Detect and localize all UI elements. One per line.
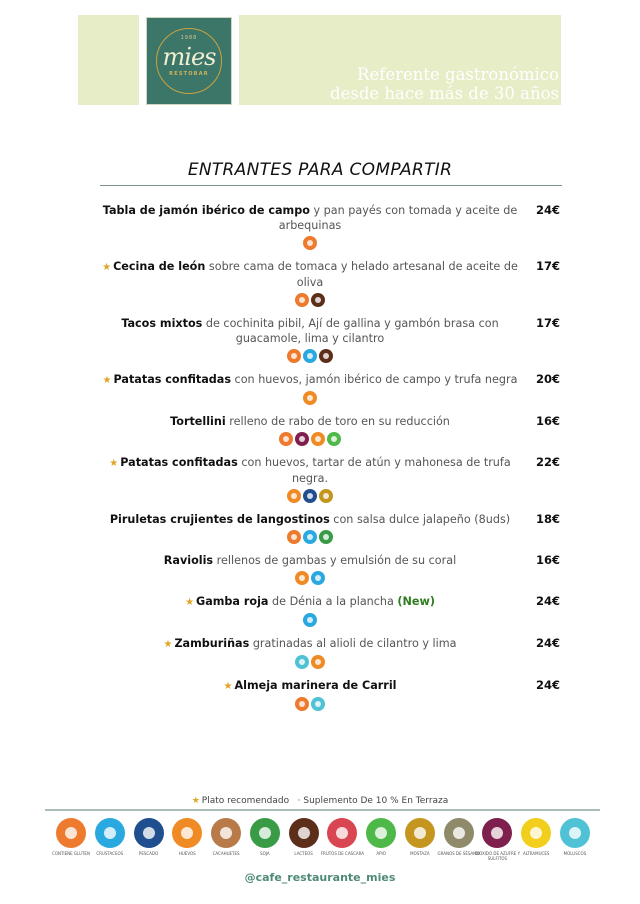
item-price: 17€	[535, 316, 560, 330]
legend-label: ALTRAMUCES	[522, 851, 550, 856]
legend-item-cacahuetes	[208, 818, 244, 861]
pescado-icon	[134, 818, 164, 848]
legend-label: CRUSTACEOS	[96, 851, 124, 856]
tagline-line-2: desde hace más de 30 años	[330, 84, 559, 103]
mostaza-icon	[319, 489, 333, 503]
item-detail: gratinadas al alioli de cilantro y lima	[249, 637, 457, 650]
legend-item-altramuces	[518, 818, 554, 861]
item-price: 18€	[535, 512, 560, 526]
item-price: 17€	[535, 259, 560, 273]
item-description	[100, 316, 520, 346]
item-description	[100, 372, 520, 388]
item-price: 20€	[535, 372, 560, 386]
lacteos-icon	[311, 293, 325, 307]
soja-icon	[250, 818, 280, 848]
item-description	[100, 259, 520, 290]
item-name: Patatas confitadas	[120, 456, 238, 469]
item-name: Almeja marinera de Carril	[234, 679, 397, 692]
item-name: Raviolis	[163, 554, 214, 567]
mostaza-icon	[405, 818, 435, 848]
logo-subtitle: RESTOBAR	[169, 71, 209, 77]
allergen-icons	[100, 530, 520, 544]
section-divider	[100, 185, 562, 186]
social-handle: @cafe_restaurante_mies	[244, 871, 396, 884]
gluten-icon	[287, 530, 301, 544]
cacahuetes-icon	[211, 818, 241, 848]
crustaceos-icon	[95, 818, 125, 848]
item-detail: rellenos de gambas y emulsión de su coral	[213, 554, 457, 567]
sulfitos-icon	[482, 818, 512, 848]
logo-name: mies	[162, 43, 216, 71]
legend-label: MOSTAZA	[410, 851, 430, 856]
item-description	[100, 512, 520, 527]
legend-item-crustaceos	[92, 818, 128, 861]
legend-item-frutos	[320, 818, 364, 861]
altramuces-icon	[521, 818, 551, 848]
crustaceos-icon	[311, 571, 325, 585]
item-detail: con huevos, tartar de atún y mahonesa de trufa negra.	[237, 456, 511, 485]
star-icon: ★	[163, 639, 173, 650]
apio-icon	[327, 432, 341, 446]
allergen-icons	[100, 697, 520, 711]
legend-note	[0, 796, 640, 806]
item-price: 24€	[535, 203, 560, 217]
item-detail: de Dénia a la plancha	[268, 595, 398, 608]
star-icon: ★	[109, 458, 119, 469]
gluten-icon	[295, 697, 309, 711]
legend-label: APIO	[376, 851, 386, 856]
item-name: Cecina de león	[113, 260, 206, 273]
item-price: 24€	[535, 678, 560, 692]
allergen-icons	[100, 655, 520, 669]
crustaceos-icon	[303, 613, 317, 627]
item-detail: relleno de rabo de toro en su reducción	[225, 415, 450, 428]
menu-item	[100, 372, 565, 405]
item-price: 22€	[535, 455, 560, 469]
header-right-panel	[239, 15, 561, 105]
legend-item-moluscos	[557, 818, 593, 861]
allergen-icons	[100, 236, 520, 250]
legend-item-mostaza	[402, 818, 438, 861]
legend-divider	[45, 809, 600, 811]
moluscos-icon	[295, 655, 309, 669]
legend-label: LACTEOS	[294, 851, 313, 856]
menu-item	[100, 414, 565, 446]
item-description	[100, 203, 520, 233]
legend-item-apio	[363, 818, 399, 861]
huevos-icon	[311, 432, 325, 446]
menu-item	[100, 316, 565, 363]
sulfitos-icon	[295, 432, 309, 446]
item-description	[100, 455, 520, 486]
allergen-icons	[100, 613, 520, 627]
legend-item-huevos	[169, 818, 205, 861]
allergen-icons	[100, 349, 520, 363]
star-icon: ★	[102, 375, 112, 386]
huevos-icon	[295, 571, 309, 585]
gluten-icon	[279, 432, 293, 446]
logo-year: 1988	[180, 35, 198, 41]
allergen-icons	[100, 293, 520, 307]
pescado-icon	[303, 489, 317, 503]
item-price: 16€	[535, 414, 560, 428]
tagline	[330, 65, 559, 103]
section-title: ENTRANTES PARA COMPARTIR	[187, 160, 453, 180]
legend-label: SOJA	[260, 851, 270, 856]
item-price: 16€	[535, 553, 560, 567]
menu-item	[100, 259, 565, 307]
huevos-icon	[172, 818, 202, 848]
item-description	[100, 594, 520, 610]
item-price: 24€	[535, 594, 560, 608]
gluten-icon	[56, 818, 86, 848]
item-detail: con huevos, jamón ibérico de campo y trufa negra	[231, 373, 518, 386]
item-description	[100, 636, 520, 652]
soja-icon	[319, 530, 333, 544]
item-name: Piruletas crujientes de langostinos	[109, 513, 330, 526]
menu-item	[100, 678, 565, 711]
item-detail: sobre cama de tomaca y helado artesanal de aceite de oliva	[205, 260, 518, 289]
crustaceos-icon	[303, 349, 317, 363]
item-name: Zamburiñas	[174, 637, 250, 650]
lacteos-icon	[319, 349, 333, 363]
legend-label: MOLUSCOS	[563, 851, 587, 856]
allergen-icons	[100, 432, 520, 446]
item-name: Patatas confitadas	[113, 373, 231, 386]
menu-item	[100, 636, 565, 669]
item-description	[100, 414, 520, 429]
legend-item-lacteos	[286, 818, 322, 861]
allergen-icons	[100, 391, 520, 405]
crustaceos-icon	[303, 530, 317, 544]
lacteos-icon	[289, 818, 319, 848]
restaurant-logo	[146, 17, 232, 105]
tagline-line-1: Referente gastronómico	[357, 65, 559, 84]
legend-item-soja	[247, 818, 283, 861]
item-name: Gamba roja	[196, 595, 269, 608]
recommended-label: Plato recomendado	[201, 796, 290, 806]
item-detail: de cochinita pibil, Ají de gallina y gambón brasa con guacamole, lima y cilantro	[202, 317, 499, 345]
item-detail: y pan payés con tomada y aceite de arbequinas	[278, 204, 518, 232]
legend-label: CACAHUETES	[212, 851, 240, 856]
item-name: Tacos mixtos	[121, 317, 203, 330]
huevos-icon	[311, 655, 325, 669]
new-badge: (New)	[397, 595, 435, 608]
legend-item-sesamo	[437, 818, 480, 861]
star-icon: ★	[102, 262, 112, 273]
gluten-icon	[295, 293, 309, 307]
apio-icon	[366, 818, 396, 848]
allergen-icons	[100, 571, 520, 585]
menu-item	[100, 203, 565, 250]
gluten-icon	[287, 349, 301, 363]
menu-item	[100, 594, 565, 627]
legend-label: FRUTOS DE CASCARA	[320, 851, 364, 856]
menu-item	[100, 512, 565, 544]
item-description	[100, 678, 520, 694]
huevos-icon	[303, 391, 317, 405]
huevos-icon	[287, 489, 301, 503]
frutos-icon	[327, 818, 357, 848]
moluscos-icon	[560, 818, 590, 848]
legend-item-sulfitos	[474, 818, 521, 861]
item-name: Tabla de jamón ibérico de campo	[102, 204, 310, 217]
star-icon: ★	[191, 796, 200, 806]
item-name: Tortellini	[170, 415, 226, 428]
moluscos-icon	[311, 697, 325, 711]
legend-label: PESCADO	[138, 851, 159, 856]
menu-items-list	[100, 203, 565, 720]
item-price: 24€	[535, 636, 560, 650]
gluten-icon	[303, 236, 317, 250]
menu-item	[100, 553, 565, 585]
legend-label: CONTIENE GLUTEN	[52, 851, 90, 856]
item-description	[100, 553, 520, 568]
header-banner	[78, 15, 561, 105]
sesamo-icon	[444, 818, 474, 848]
legend-label: HUEVOS	[178, 851, 196, 856]
allergen-icons	[100, 489, 520, 503]
legend-label: DIOXIDO DE AZUFRE Y SULFITOS	[474, 851, 521, 861]
menu-item	[100, 455, 565, 503]
header-left-panel	[78, 15, 139, 105]
allergen-legend	[53, 818, 593, 861]
supplement-note: · Suplemento De 10 % En Terraza	[297, 796, 449, 806]
star-icon: ★	[185, 597, 195, 608]
item-detail: con salsa dulce jalapeño (8uds)	[329, 513, 511, 526]
star-icon: ★	[223, 681, 233, 692]
legend-label: GRANOS DE SÉSAMO	[437, 851, 480, 856]
legend-item-pescado	[131, 818, 167, 861]
legend-item-gluten	[53, 818, 89, 861]
